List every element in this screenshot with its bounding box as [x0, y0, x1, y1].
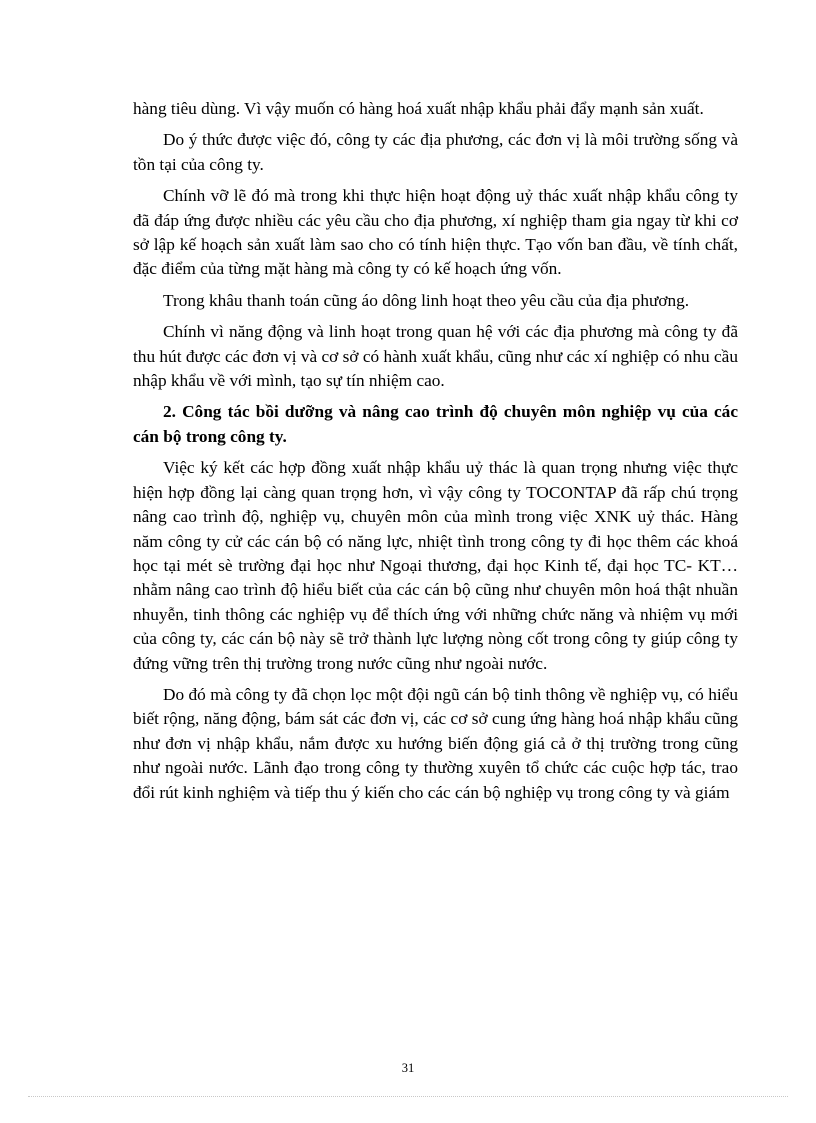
page-body	[133, 97, 738, 812]
paragraph-continued: hàng tiêu dùng. Vì vậy muốn có hàng hoá xuất nhập khẩu phải đẩy mạnh sản xuất.	[133, 99, 704, 118]
paragraph: Trong khâu thanh toán cũng áo dông linh hoạt theo yêu cầu của địa phương.	[163, 290, 690, 310]
paragraph: Do đó mà công ty đã chọn lọc một đội ngũ cán bộ tinh thông về nghiệp vụ, có hiểu biết rộng, năng động, bám sát các đơn vị, các cơ sở cung ứng hàng hoá nhập khẩu cũng như đơn vị nhập khẩu, nắm được xu hướng biến động giá cả ở thị trường trong cũng như ngoài nước. Lãnh đạo trong công ty thường xuyên tổ chức các cuộc hợp tác, trao đổi rút kinh nghiệm và tiếp thu ý kiến cho các cán bộ nghiệp vụ trong công ty và giám	[133, 684, 738, 802]
paragraph: Việc ký kết các hợp đồng xuất nhập khẩu uỷ thác là quan trọng nhưng việc thực hiện hợp đồng lại càng quan trọng hơn, vì vậy công ty TOCONTAP đã rấp chú trọng nâng cao trình độ, nghiệp vụ, chuyên môn của mình trong việc XNK uỷ thác. Hàng năm công ty cử các cán bộ có năng lực, nhiệt tình trong công ty đi học thêm các khoá học tại mét sè trường đại học như Ngoại thương, đại học Kinh tế, đại học TC- KT… nhằm nâng cao trình độ hiểu biết của các cán bộ cũng như chuyên môn hoá thật nhuần nhuyễn, tinh thông các nghiệp vụ để thích ứng với những chức năng và nhiệm vụ mới của công ty, các cán bộ này sẽ trở thành lực lượng nòng cốt trong công ty giúp công ty đứng vững trên thị trường trong nước cũng như ngoài nước.	[133, 458, 738, 673]
page-number: 31	[401, 1061, 415, 1075]
paragraph: Chính vì năng động và linh hoạt trong quan hệ với các địa phương mà công ty đã thu hút được các đơn vị và cơ sở có hành xuất khẩu, cũng như các xí nghiệp có nhu cầu nhập khẩu về với mình, tạo sự tín nhiệm cao.	[133, 322, 738, 391]
paragraph: Do ý thức được việc đó, công ty các địa phương, các đơn vị là môi trường sống và tồn tại của công ty.	[133, 130, 738, 174]
paragraph: Chính vỡ lẽ đó mà trong khi thực hiện hoạt động uỷ thác xuất nhập khẩu công ty đã đáp ứng được nhiều các yêu cầu cho địa phương, xí nghiệp tham gia ngay từ khi cơ sở lập kế hoạch sản xuất làm sao cho có tính hiện thực. Tạo vốn ban đầu, về tính chất, đặc điểm của từng mặt hàng mà công ty có kế hoạch ứng vốn.	[133, 186, 738, 279]
page-bottom-divider	[28, 1096, 788, 1097]
section-heading: 2. Công tác bồi dưỡng và nâng cao trình độ chuyên môn nghiệp vụ của các cán bộ trong công ty.	[133, 402, 738, 446]
